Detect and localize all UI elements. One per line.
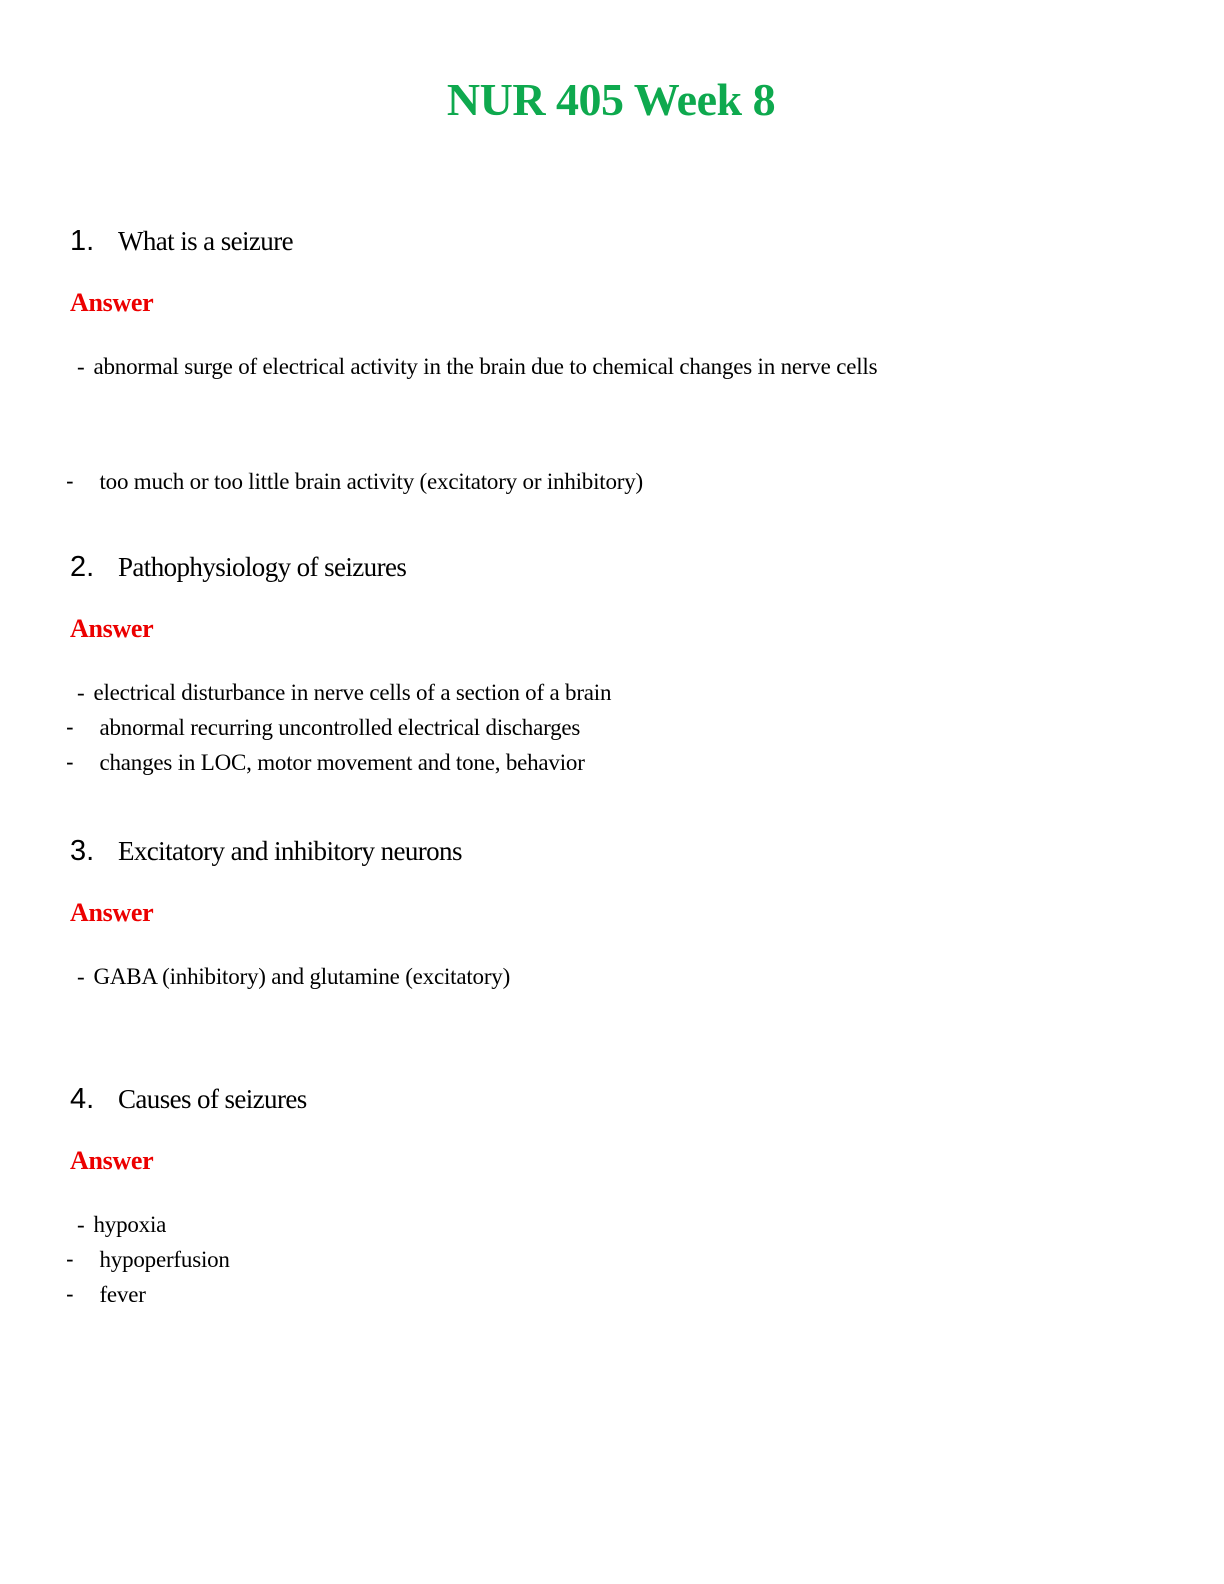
answer-line — [66, 1277, 1152, 1312]
dash-glyph: - — [77, 964, 85, 989]
question-item-4 — [70, 1080, 1152, 1118]
question-text: Excitatory and inhibitory neurons — [118, 836, 462, 866]
question-number: 1. — [70, 225, 95, 257]
dash-glyph: - — [66, 468, 74, 494]
question-number: 2. — [70, 551, 95, 583]
answer-text: changes in LOC, motor movement and tone, behavior — [99, 750, 585, 775]
question-text: What is a seizure — [118, 226, 293, 256]
answer-text: fever — [99, 1282, 146, 1307]
dash-glyph: - — [66, 1281, 74, 1307]
question-item-3 — [70, 832, 1152, 870]
question-item-2 — [70, 548, 1152, 586]
answer-text: GABA (inhibitory) and glutamine (excitatory) — [93, 964, 511, 989]
question-text: Causes of seizures — [118, 1084, 307, 1114]
answer-group-2 — [66, 675, 1152, 780]
answer-text: abnormal surge of electrical activity in the brain due to chemical changes in nerve cells — [93, 354, 878, 379]
dash-glyph: - — [77, 680, 85, 705]
answer-text: abnormal recurring uncontrolled electrical discharges — [99, 715, 581, 740]
question-number: 4. — [70, 1083, 95, 1115]
answer-label: Answer — [70, 1146, 154, 1175]
answer-group-1 — [66, 349, 1152, 499]
page-title: NUR 405 Week 8 — [446, 74, 776, 125]
dash-glyph: - — [66, 749, 74, 775]
answer-line — [70, 675, 1152, 710]
answer-line — [70, 1207, 1152, 1242]
question-number: 3. — [70, 835, 95, 867]
dash-glyph: - — [66, 714, 74, 740]
answer-label: Answer — [70, 898, 154, 927]
answer-line — [66, 745, 1152, 780]
answer-line — [66, 710, 1152, 745]
answer-text: hypoperfusion — [99, 1247, 230, 1272]
answer-line — [70, 959, 1152, 994]
answer-text: electrical disturbance in nerve cells of a section of a brain — [93, 680, 612, 705]
answer-text: too much or too little brain activity (excitatory or inhibitory) — [99, 469, 644, 494]
answer-label: Answer — [70, 614, 154, 643]
dash-glyph: - — [77, 1212, 85, 1237]
answer-line — [70, 349, 1152, 384]
answer-line — [66, 464, 1152, 499]
answer-text: hypoxia — [93, 1212, 167, 1237]
question-item-1 — [70, 222, 1152, 260]
dash-glyph: - — [77, 354, 85, 379]
answer-group-4 — [66, 1207, 1152, 1312]
answer-line — [66, 1242, 1152, 1277]
answer-label: Answer — [70, 288, 154, 317]
question-text: Pathophysiology of seizures — [118, 552, 407, 582]
dash-glyph: - — [66, 1246, 74, 1272]
answer-group-3 — [70, 959, 1152, 994]
